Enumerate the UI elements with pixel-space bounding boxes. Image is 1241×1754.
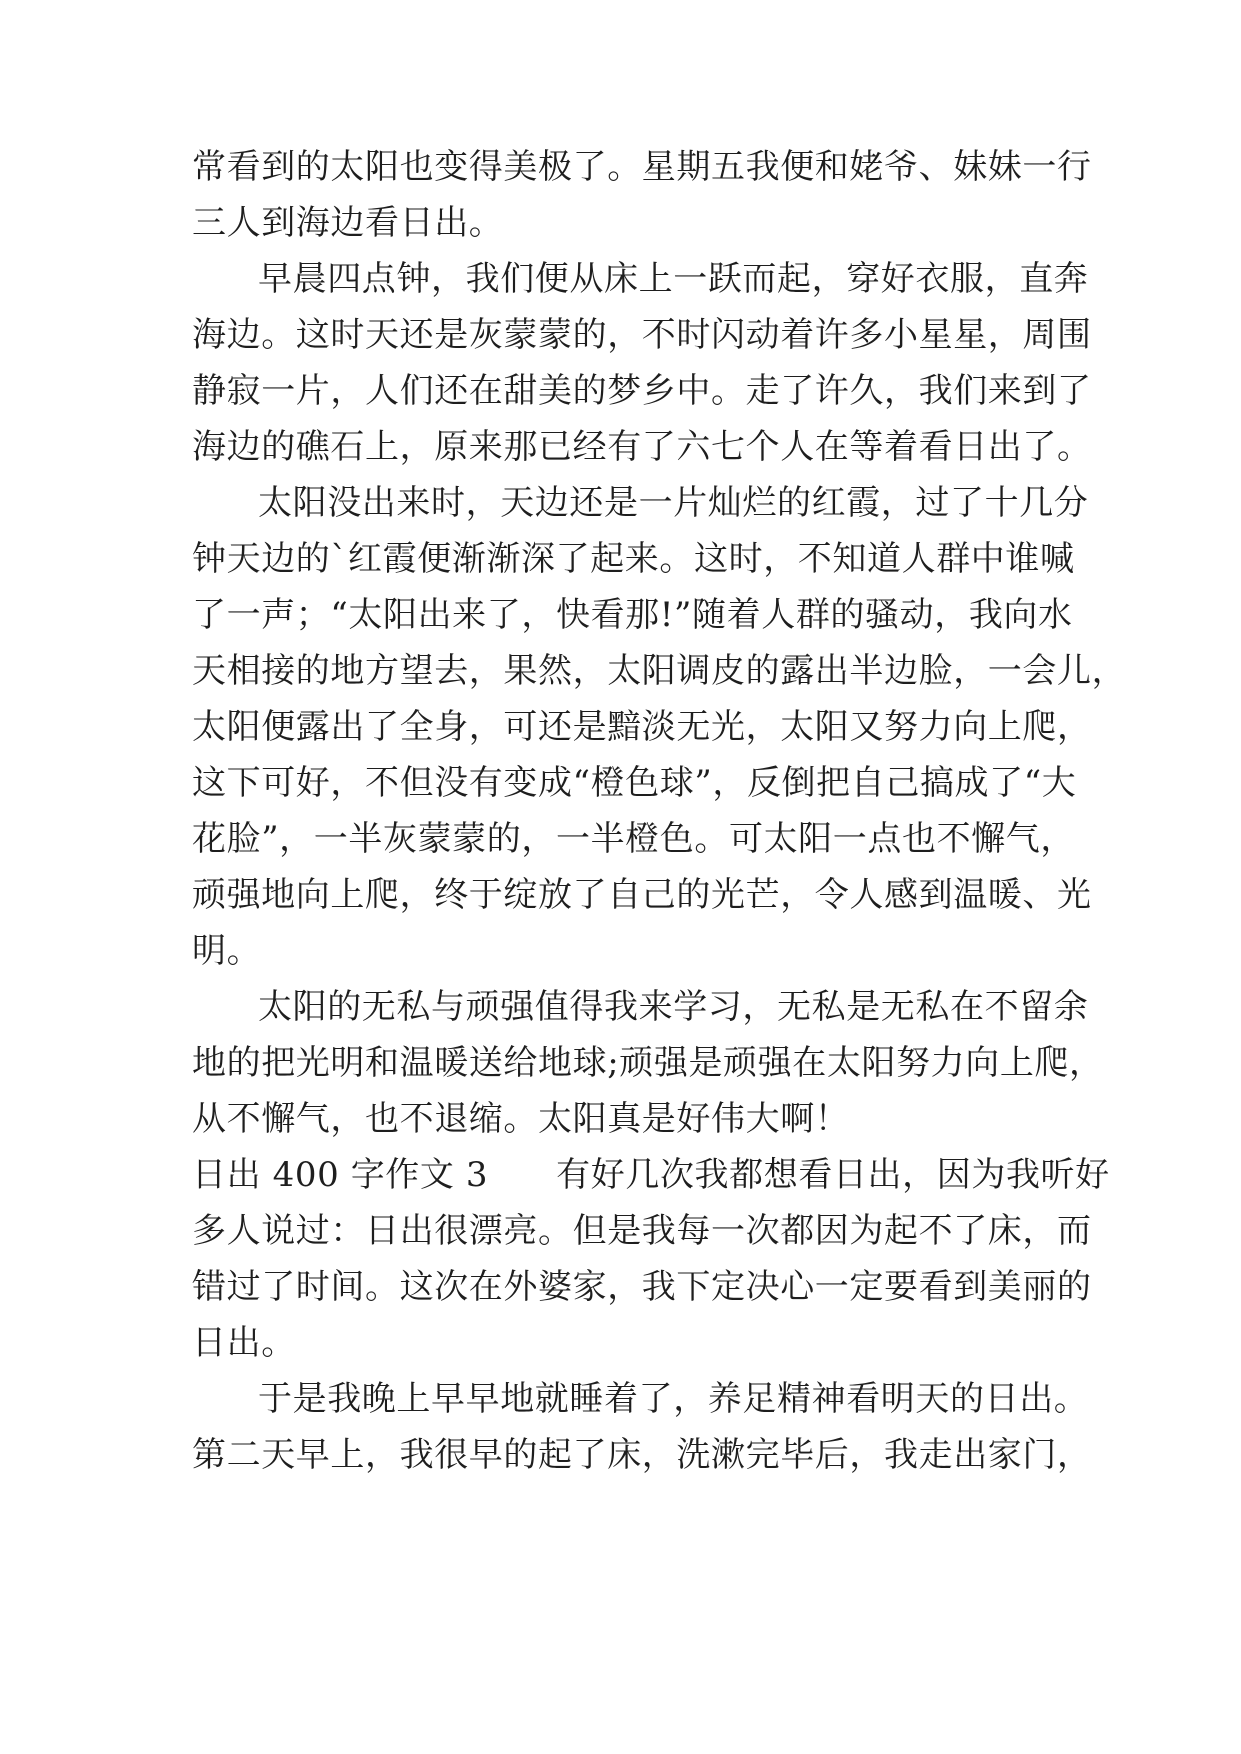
text-line: 了一声；“太阳出来了，快看那!”随着人群的骚动，我向水 [192,595,1073,635]
text-line: 明。 [192,931,262,971]
text-line: 这下可好，不但没有变成“橙色球”，反倒把自己搞成了“大 [192,763,1077,803]
text-line: 三人到海边看日出。 [192,203,504,243]
text-line: 海边。这时天还是灰蒙蒙的，不时闪动着许多小星星，周围 [192,315,1092,355]
text-line: 地的把光明和温暖送给地球;顽强是顽强在太阳努力向上爬， [192,1043,1104,1083]
paragraph-start-line: 太阳没出来时，天边还是一片灿烂的红霞，过了十几分 [258,483,1089,523]
text-line: 静寂一片，人们还在甜美的梦乡中。走了许久，我们来到了 [192,371,1092,411]
heading-line [192,1155,1110,1195]
text-line: 有好几次我都想看日出，因为我听好 [556,1155,1110,1195]
text-line: 顽强地向上爬，终于绽放了自己的光芒，令人感到温暖、光 [192,875,1092,915]
text-line: 多人说过：日出很漂亮。但是我每一次都因为起不了床，而 [192,1211,1092,1251]
text-line: 海边的礁石上，原来那已经有了六七个人在等着看日出了。 [192,427,1092,467]
text-line: 日出。 [192,1323,296,1363]
text-line: 第二天早上，我很早的起了床，洗漱完毕后，我走出家门， [192,1435,1092,1475]
paragraph-start-line: 早晨四点钟，我们便从床上一跃而起，穿好衣服，直奔 [258,259,1089,299]
text-line: 花脸”，一半灰蒙蒙的，一半橙色。可太阳一点也不懈气， [192,819,1075,859]
text-line: 错过了时间。这次在外婆家，我下定决心一定要看到美丽的 [192,1267,1092,1307]
text-line: 钟天边的`红霞便渐渐深了起来。这时，不知道人群中谁喊 [192,539,1075,579]
text-line: 从不懈气，也不退缩。太阳真是好伟大啊！ [192,1099,850,1139]
text-line: 天相接的地方望去，果然，太阳调皮的露出半边脸，一会儿， [192,651,1127,691]
text-line: 常看到的太阳也变得美极了。星期五我便和姥爷、妹妹一行 [192,147,1092,187]
essay-heading: 日出 400 字作文 3 [192,1155,489,1195]
paragraph-start-line: 太阳的无私与顽强值得我来学习，无私是无私在不留余 [258,987,1089,1027]
text-line: 太阳便露出了全身，可还是黯淡无光，太阳又努力向上爬， [192,707,1092,747]
paragraph-start-line: 于是我晚上早早地就睡着了，养足精神看明天的日出。 [258,1379,1089,1419]
